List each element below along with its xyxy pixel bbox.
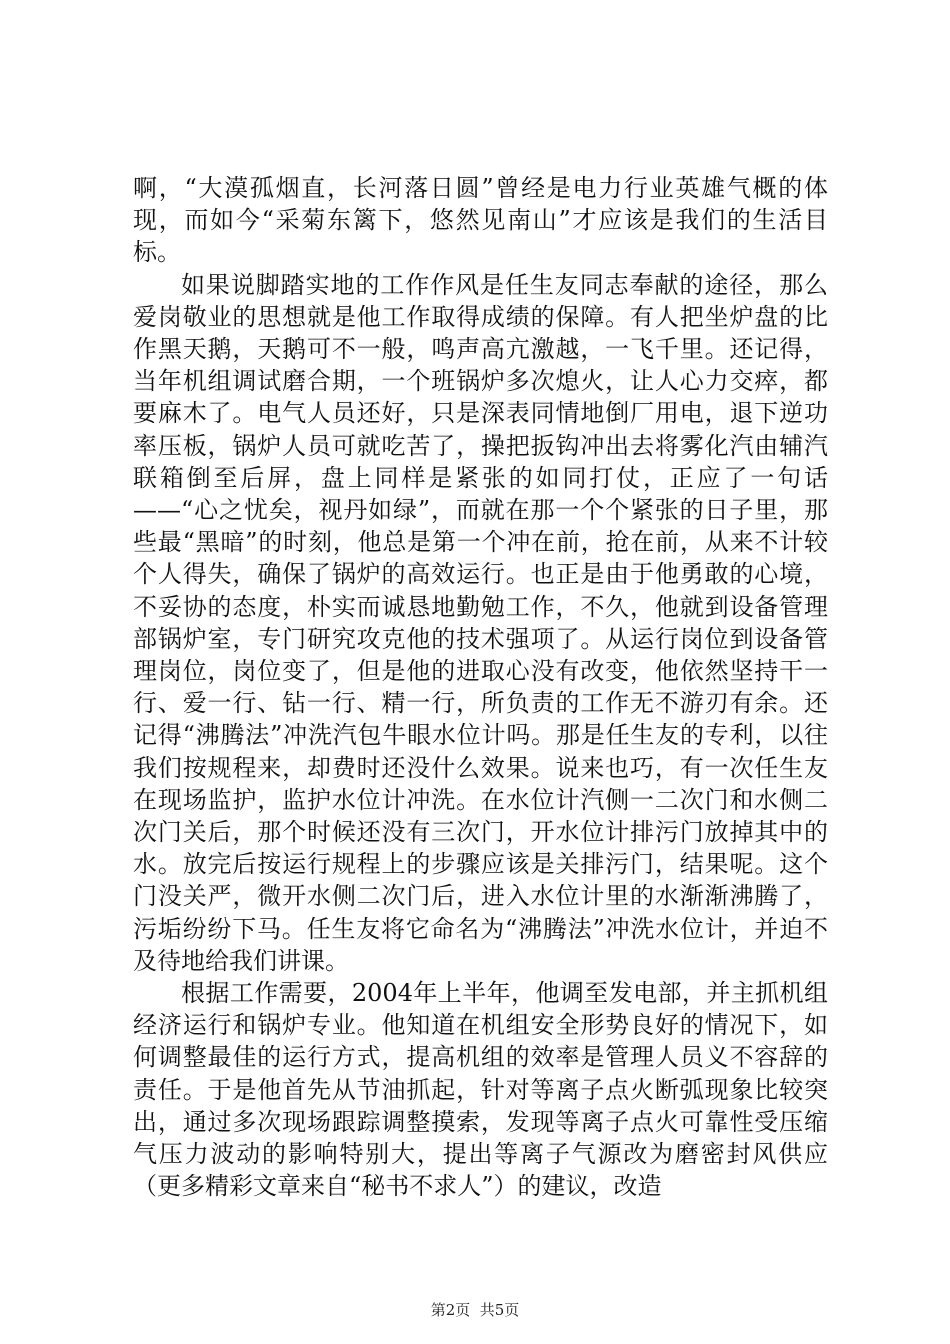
paragraph-3: 根据工作需要，2004年上半年，他调至发电部，并主抓机组经济运行和锅炉专业。他知道在机组安全形势良好的情况下，如何调整最佳的运行方式，提高机组的效率是管理人员义不容辞的责任。于是他首先从节油抓起，针对等离子点火断弧现象比较突出，通过多次现场跟踪调整摸索，发现等离子点火可靠性受压缩气压力波动的影响特别大，提出等离子气源改为磨密封风供应（更多精彩文章来自“秘书不求人”）的建议，改造 xyxy=(133,979,828,1201)
body-text xyxy=(133,172,828,1203)
page-footer: 第2页 共5页 xyxy=(430,1301,520,1319)
paragraph-2: 如果说脚踏实地的工作作风是任生友同志奉献的途径，那么爱岗敬业的思想就是他工作取得成绩的保障。有人把坐炉盘的比作黑天鹅，天鹅可不一般，鸣声高亢激越，一飞千里。还记得，当年机组调试磨合期，一个班锅炉多次熄火，让人心力交瘁，都要麻木了。电气人员还好，只是深表同情地倒厂用电，退下逆功率压板，锅炉人员可就吃苦了，操把扳钩冲出去将雾化汽由辅汽联箱倒至后屏，盘上同样是紧张的如同打仗，正应了一句话——“心之忧矣，视丹如绿”，而就在那一个个紧张的日子里，那些最“黑暗”的时刻，他总是第一个冲在前，抢在前，从来不计较个人得失，确保了锅炉的高效运行。也正是由于他勇敢的心境，不妥协的态度，朴实而诚恳地勤勉工作，不久，他就到设备管理部锅炉室，专门研究攻克他的技术强项了。从运行岗位到设备管理岗位，岗位变了，但是他的进取心没有改变，他依然坚持干一行、爱一行、钻一行、精一行，所负责的工作无不游刃有余。还记得“沸腾法”冲洗汽包牛眼水位计吗。那是任生友的专利，以往我们按规程来，却费时还没什么效果。说来也巧，有一次任生友在现场监护，监护水位计冲洗。在水位计汽侧一二次门和水侧二次门关后，那个时候还没有三次门，开水位计排污门放掉其中的水。放完后按运行规程上的步骤应该是关排污门，结果呢。这个门没关严，微开水侧二次门后，进入水位计里的水渐渐沸腾了，污垢纷纷下马。任生友将它命名为“沸腾法”冲洗水位计，并迫不及待地给我们讲课。 xyxy=(133,270,828,975)
paragraph-1: 啊，“大漠孤烟直，长河落日圆”曾经是电力行业英雄气概的体现，而如今“采菊东篱下，悠然见南山”才应该是我们的生活目标。 xyxy=(133,174,828,267)
